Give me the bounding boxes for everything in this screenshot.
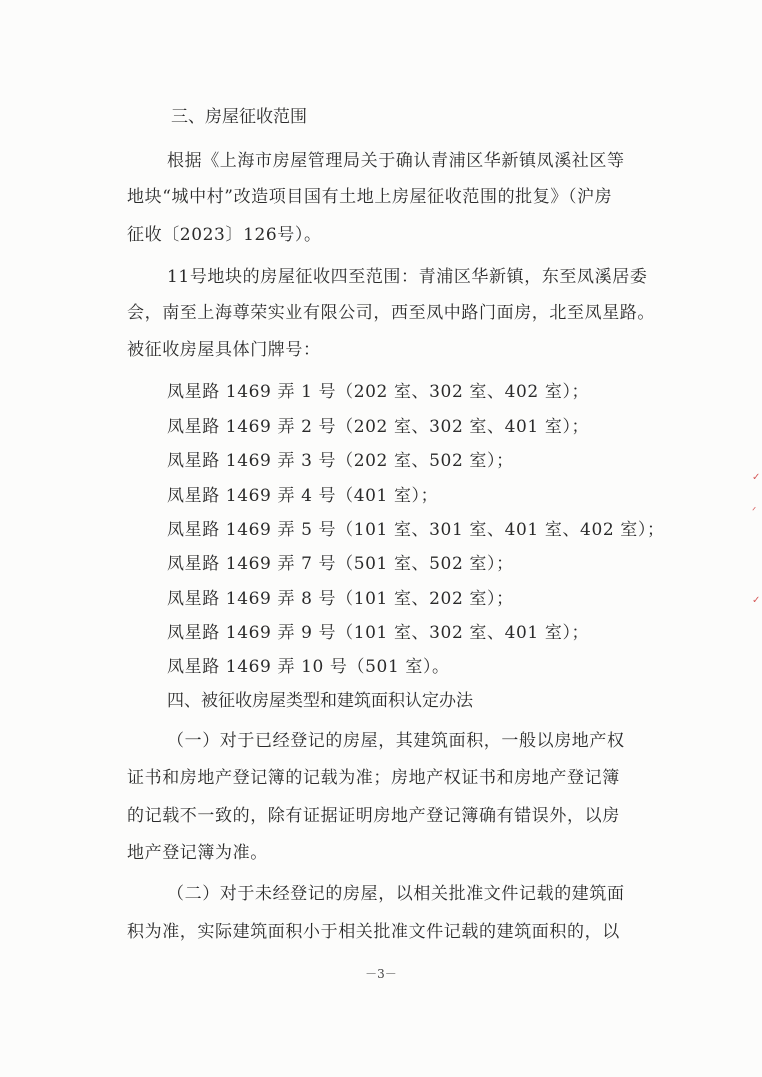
section4-para1-line3: 的记载不一致的，除有证据证明房地产登记簿确有错误外，以房 bbox=[127, 806, 620, 826]
page-number: －3－ bbox=[365, 967, 397, 981]
section4-heading: 四、被征收房屋类型和建筑面积认定办法 bbox=[167, 691, 473, 711]
section3-para1-line3: 征收〔2023〕126号）。 bbox=[127, 225, 322, 245]
edge-mark: ᐟ bbox=[752, 506, 757, 517]
edge-mark: ✓ bbox=[752, 472, 761, 483]
address-line: 凤星路 1469 弄 7 号（501 室、502 室）； bbox=[167, 554, 514, 574]
address-line: 凤星路 1469 弄 5 号（101 室、301 室、401 室、402 室）； bbox=[167, 520, 665, 540]
section3-heading: 三、房屋征收范围 bbox=[171, 107, 307, 127]
address-line: 凤星路 1469 弄 4 号（401 室）； bbox=[167, 486, 439, 506]
address-line: 凤星路 1469 弄 9 号（101 室、302 室、401 室）； bbox=[167, 623, 590, 643]
address-line: 凤星路 1469 弄 1 号（202 室、302 室、402 室）； bbox=[167, 382, 590, 402]
section4-para2-line2: 积为准，实际建筑面积小于相关批准文件记载的建筑面积的，以 bbox=[127, 922, 620, 942]
section4-para1-line1: （一）对于已经登记的房屋，其建筑面积，一般以房地产权 bbox=[167, 731, 625, 751]
address-line: 凤星路 1469 弄 3 号（202 室、502 室）； bbox=[167, 451, 514, 471]
section3-para1-line1: 根据《上海市房屋管理局关于确认青浦区华新镇凤溪社区等 bbox=[167, 151, 625, 171]
section3-para1-line2: 地块“城中村”改造项目国有土地上房屋征收范围的批复》（沪房 bbox=[127, 187, 613, 207]
address-line: 凤星路 1469 弄 8 号（101 室、202 室）； bbox=[167, 589, 514, 609]
section4-para2-line1: （二）对于未经登记的房屋，以相关批准文件记载的建筑面 bbox=[167, 884, 625, 904]
section4-para1-line2: 证书和房地产登记簿的记载为准；房地产权证书和房地产登记簿 bbox=[127, 768, 620, 788]
section3-para2-line2: 会，南至上海尊荣实业有限公司，西至凤中路门面房，北至凤星路。 bbox=[127, 303, 655, 323]
edge-mark: ✓ bbox=[752, 595, 761, 606]
address-line: 凤星路 1469 弄 10 号（501 室）。 bbox=[167, 657, 450, 677]
section3-para2-line3: 被征收房屋具体门牌号： bbox=[127, 340, 321, 360]
address-line: 凤星路 1469 弄 2 号（202 室、302 室、401 室）； bbox=[167, 417, 590, 437]
section3-para2-line1: 11号地块的房屋征收四至范围：青浦区华新镇，东至凤溪居委 bbox=[167, 267, 648, 287]
section4-para1-line4: 地产登记簿为准。 bbox=[127, 843, 268, 863]
